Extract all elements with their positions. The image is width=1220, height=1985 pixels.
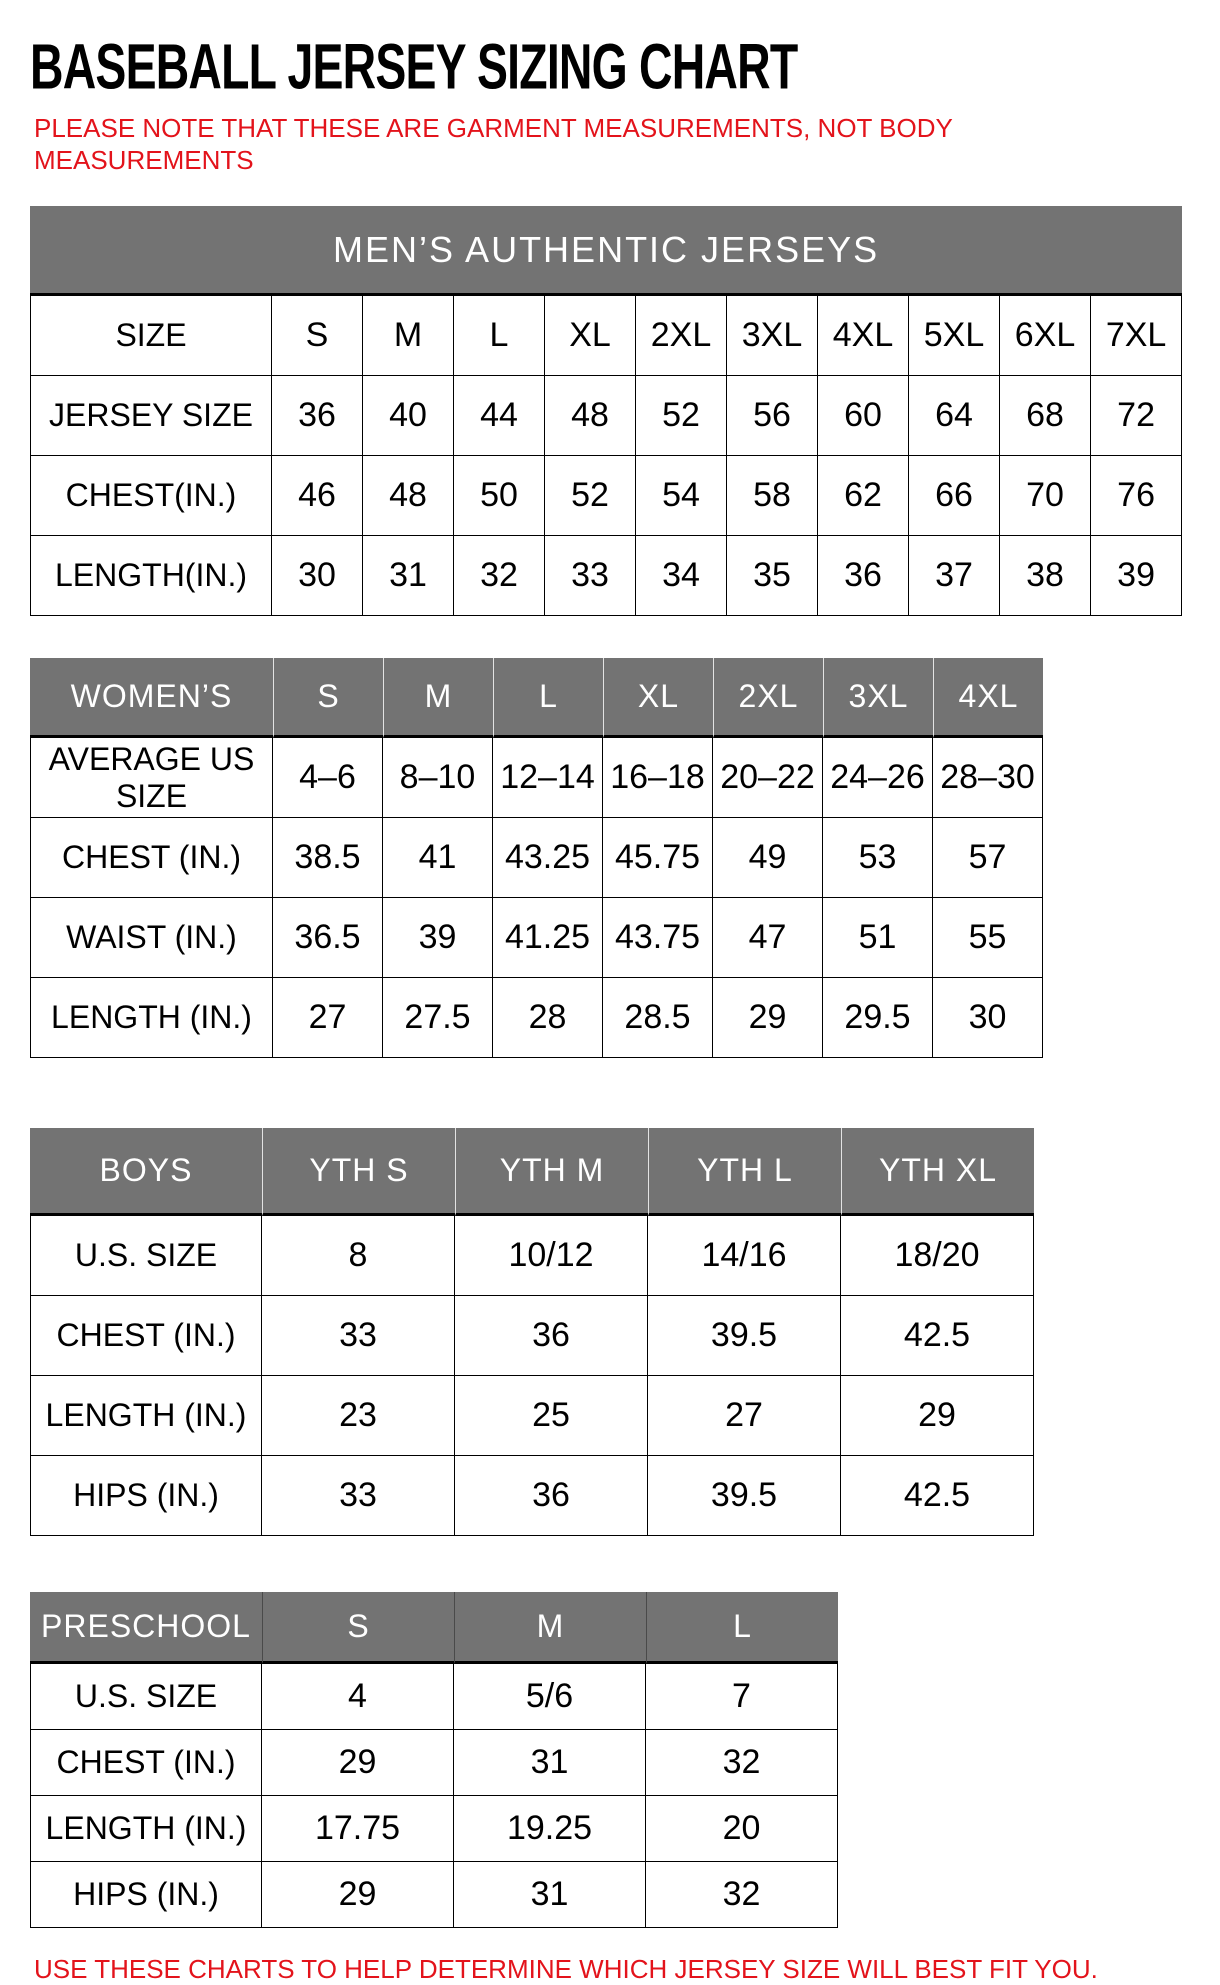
size-value-cell: 38: [1000, 536, 1091, 616]
size-value-cell: 16–18: [603, 738, 713, 818]
size-value-cell: 52: [636, 376, 727, 456]
size-value-cell: 31: [454, 1730, 646, 1796]
boys-col-header: YTH XL: [841, 1128, 1034, 1216]
size-value-cell: M: [363, 296, 454, 376]
size-value-cell: 7XL: [1091, 296, 1182, 376]
size-value-cell: 32: [646, 1730, 838, 1796]
size-value-cell: 42.5: [841, 1456, 1034, 1536]
size-value-cell: 30: [933, 978, 1043, 1058]
size-value-cell: 48: [545, 376, 636, 456]
boys-header-label: BOYS: [30, 1128, 262, 1216]
size-value-cell: 36: [818, 536, 909, 616]
size-value-cell: 43.25: [493, 818, 603, 898]
table-row: [30, 456, 1182, 536]
size-value-cell: 32: [454, 536, 545, 616]
size-value-cell: 44: [454, 376, 545, 456]
table-row: [30, 738, 1043, 818]
mens-sizing-table: [30, 206, 1182, 616]
row-label: HIPS (IN.): [30, 1862, 262, 1928]
size-value-cell: 5/6: [454, 1664, 646, 1730]
size-value-cell: 10/12: [455, 1216, 648, 1296]
size-value-cell: 27: [273, 978, 383, 1058]
row-label: LENGTH (IN.): [30, 1796, 262, 1862]
size-value-cell: 52: [545, 456, 636, 536]
size-value-cell: 29: [713, 978, 823, 1058]
size-value-cell: 27: [648, 1376, 841, 1456]
table-row: [30, 898, 1043, 978]
womens-col-header: M: [383, 658, 493, 738]
size-value-cell: 36.5: [273, 898, 383, 978]
footer-fit-note: USE THESE CHARTS TO HELP DETERMINE WHICH JERSEY SIZE WILL BEST FIT YOU.: [34, 1954, 1098, 1985]
note-garment-measurements: PLEASE NOTE THAT THESE ARE GARMENT MEASUREMENTS, NOT BODY MEASUREMENTS: [34, 113, 953, 175]
womens-header-label: WOMEN’S: [30, 658, 273, 738]
size-value-cell: 57: [933, 818, 1043, 898]
womens-col-header: 3XL: [823, 658, 933, 738]
row-label: WAIST (IN.): [30, 898, 273, 978]
size-value-cell: 29: [262, 1862, 454, 1928]
size-value-cell: XL: [545, 296, 636, 376]
table-row: [30, 1664, 838, 1730]
table-row: [30, 296, 1182, 376]
size-value-cell: 47: [713, 898, 823, 978]
size-value-cell: S: [272, 296, 363, 376]
table-row: [30, 1216, 1034, 1296]
size-value-cell: 40: [363, 376, 454, 456]
size-value-cell: 8: [262, 1216, 455, 1296]
tables-host: [30, 206, 1190, 1928]
womens-header-row: [30, 658, 1043, 738]
row-label: CHEST (IN.): [30, 1730, 262, 1796]
size-value-cell: 31: [363, 536, 454, 616]
size-value-cell: 28–30: [933, 738, 1043, 818]
boys-col-header: YTH M: [455, 1128, 648, 1216]
boys-col-header: YTH S: [262, 1128, 455, 1216]
size-value-cell: 35: [727, 536, 818, 616]
table-row: [30, 536, 1182, 616]
table-row: [30, 978, 1043, 1058]
mens-header-row: [30, 206, 1182, 296]
womens-col-header: S: [273, 658, 383, 738]
size-value-cell: 39: [1091, 536, 1182, 616]
size-value-cell: 58: [727, 456, 818, 536]
size-value-cell: 29: [841, 1376, 1034, 1456]
size-value-cell: 3XL: [727, 296, 818, 376]
boys-sizing-table: [30, 1128, 1034, 1536]
womens-sizing-table: [30, 658, 1043, 1058]
table-row: [30, 376, 1182, 456]
size-value-cell: 4–6: [273, 738, 383, 818]
size-value-cell: 23: [262, 1376, 455, 1456]
size-value-cell: 20: [646, 1796, 838, 1862]
row-label: LENGTH (IN.): [30, 1376, 262, 1456]
size-value-cell: 28: [493, 978, 603, 1058]
row-label: U.S. SIZE: [30, 1216, 262, 1296]
size-value-cell: 29: [262, 1730, 454, 1796]
size-value-cell: 66: [909, 456, 1000, 536]
size-value-cell: 72: [1091, 376, 1182, 456]
size-value-cell: 55: [933, 898, 1043, 978]
size-value-cell: 33: [545, 536, 636, 616]
size-value-cell: 56: [727, 376, 818, 456]
womens-col-header: XL: [603, 658, 713, 738]
size-value-cell: 38.5: [273, 818, 383, 898]
row-label: HIPS (IN.): [30, 1456, 262, 1536]
size-value-cell: 6XL: [1000, 296, 1091, 376]
size-value-cell: 39: [383, 898, 493, 978]
size-value-cell: 39.5: [648, 1296, 841, 1376]
size-value-cell: 48: [363, 456, 454, 536]
row-label: SIZE: [30, 296, 272, 376]
size-value-cell: 51: [823, 898, 933, 978]
table-row: [30, 1296, 1034, 1376]
table-row: [30, 1862, 838, 1928]
size-value-cell: 18/20: [841, 1216, 1034, 1296]
size-value-cell: 14/16: [648, 1216, 841, 1296]
preschool-header-label: PRESCHOOL: [30, 1592, 262, 1664]
size-value-cell: 32: [646, 1862, 838, 1928]
size-value-cell: 37: [909, 536, 1000, 616]
size-value-cell: 33: [262, 1296, 455, 1376]
row-label: CHEST (IN.): [30, 818, 273, 898]
boys-header-row: [30, 1128, 1034, 1216]
size-value-cell: 24–26: [823, 738, 933, 818]
table-row: [30, 1376, 1034, 1456]
size-value-cell: 33: [262, 1456, 455, 1536]
womens-col-header: L: [493, 658, 603, 738]
preschool-col-header: L: [646, 1592, 838, 1664]
size-value-cell: 25: [455, 1376, 648, 1456]
size-value-cell: 8–10: [383, 738, 493, 818]
size-value-cell: 39.5: [648, 1456, 841, 1536]
size-value-cell: 42.5: [841, 1296, 1034, 1376]
size-value-cell: 46: [272, 456, 363, 536]
preschool-header-row: [30, 1592, 838, 1664]
womens-col-header: 2XL: [713, 658, 823, 738]
size-value-cell: 53: [823, 818, 933, 898]
size-value-cell: 60: [818, 376, 909, 456]
size-value-cell: 43.75: [603, 898, 713, 978]
size-value-cell: 30: [272, 536, 363, 616]
row-label: LENGTH (IN.): [30, 978, 273, 1058]
mens-banner: MEN’S AUTHENTIC JERSEYS: [30, 206, 1182, 296]
page-title: BASEBALL JERSEY SIZING CHART: [30, 31, 798, 103]
row-label: LENGTH(IN.): [30, 536, 272, 616]
size-value-cell: 31: [454, 1862, 646, 1928]
size-value-cell: 17.75: [262, 1796, 454, 1862]
size-value-cell: 36: [455, 1456, 648, 1536]
size-value-cell: 19.25: [454, 1796, 646, 1862]
size-value-cell: 45.75: [603, 818, 713, 898]
table-row: [30, 1456, 1034, 1536]
row-label: CHEST (IN.): [30, 1296, 262, 1376]
size-value-cell: 4: [262, 1664, 454, 1730]
table-row: [30, 1796, 838, 1862]
size-value-cell: 29.5: [823, 978, 933, 1058]
size-value-cell: 20–22: [713, 738, 823, 818]
row-label: JERSEY SIZE: [30, 376, 272, 456]
size-value-cell: L: [454, 296, 545, 376]
size-value-cell: 36: [455, 1296, 648, 1376]
size-value-cell: 28.5: [603, 978, 713, 1058]
preschool-col-header: S: [262, 1592, 454, 1664]
size-value-cell: 76: [1091, 456, 1182, 536]
size-value-cell: 5XL: [909, 296, 1000, 376]
boys-col-header: YTH L: [648, 1128, 841, 1216]
size-value-cell: 27.5: [383, 978, 493, 1058]
size-value-cell: 50: [454, 456, 545, 536]
preschool-sizing-table: [30, 1592, 838, 1928]
size-value-cell: 49: [713, 818, 823, 898]
size-value-cell: 68: [1000, 376, 1091, 456]
size-value-cell: 41: [383, 818, 493, 898]
size-value-cell: 70: [1000, 456, 1091, 536]
size-value-cell: 36: [272, 376, 363, 456]
table-row: [30, 818, 1043, 898]
row-label: AVERAGE US SIZE: [30, 738, 273, 818]
size-value-cell: 64: [909, 376, 1000, 456]
row-label: U.S. SIZE: [30, 1664, 262, 1730]
size-value-cell: 2XL: [636, 296, 727, 376]
size-value-cell: 34: [636, 536, 727, 616]
size-value-cell: 54: [636, 456, 727, 536]
size-value-cell: 12–14: [493, 738, 603, 818]
row-label: CHEST(IN.): [30, 456, 272, 536]
size-value-cell: 41.25: [493, 898, 603, 978]
size-value-cell: 7: [646, 1664, 838, 1730]
size-value-cell: 62: [818, 456, 909, 536]
table-row: [30, 1730, 838, 1796]
preschool-col-header: M: [454, 1592, 646, 1664]
womens-col-header: 4XL: [933, 658, 1043, 738]
size-value-cell: 4XL: [818, 296, 909, 376]
